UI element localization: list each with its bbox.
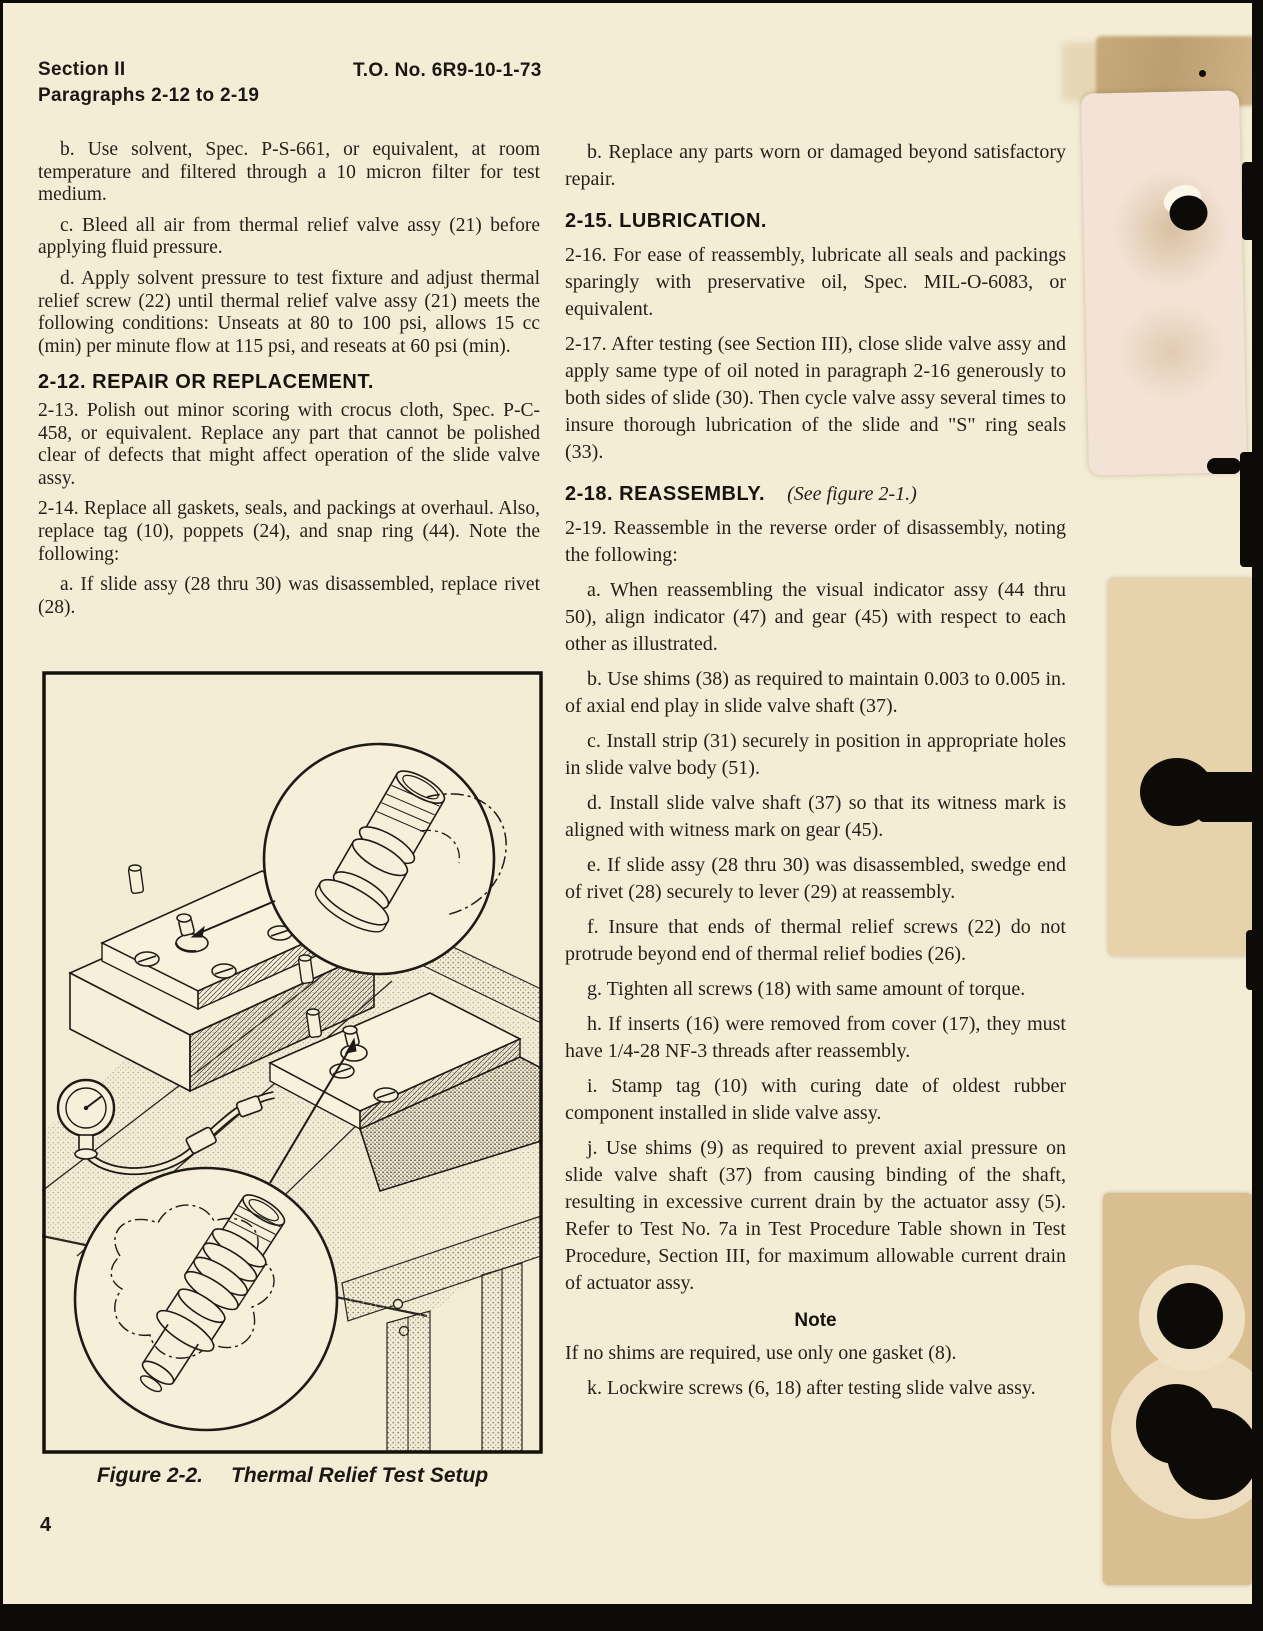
paragraph-left-c: c. Bleed all air from thermal relief valve assy (21) before applying fluid pressure.: [38, 214, 540, 259]
inset-detail-bottom: [75, 1168, 337, 1430]
paragraph-right-d: d. Install slide valve shaft (37) so that its witness mark is aligned with witness mark on gear (45).: [565, 792, 1066, 841]
heading-2-12: 2-12. REPAIR OR REPLACEMENT.: [38, 371, 374, 394]
figure-2-2: [42, 671, 543, 1454]
inset-detail-top: [264, 744, 506, 974]
paragraph-right-g: g. Tighten all screws (18) with same amount of torque.: [587, 978, 1026, 1000]
paragraph-right-c: c. Install strip (31) securely in position in appropriate holes in slide valve body (51).: [565, 730, 1066, 779]
ink-speck: [1199, 70, 1206, 77]
left-column: [38, 139, 540, 627]
scan-edge-bottom: [0, 1604, 1263, 1631]
punch-hole: [1157, 1283, 1223, 1349]
header-paragraph-range: Paragraphs 2-12 to 2-19: [38, 85, 260, 106]
tape-strip-middle: [1108, 578, 1255, 956]
heading-2-18: [565, 481, 1066, 508]
paragraph-2-14: 2-14. Replace all gaskets, seals, and packings at overhaul. Also, replace tag (10), poppets (24), and snap ring (44). Note the following:: [38, 498, 540, 565]
paragraph-left-d: d. Apply solvent pressure to test fixture and adjust thermal relief screw (22) until thermal relief valve assy (21) meets the following conditions: Unseats at 80 to 100 psi, allows 15 cc (min) per minute flow at 115 psi, and reseats at 60 psi (min).: [38, 267, 540, 357]
paragraph-right-h: h. If inserts (16) were removed from cover (17), they must have 1/4-28 NF-3 threads after reassembly.: [565, 1013, 1066, 1062]
paragraph-right-k: k. Lockwire screws (6, 18) after testing slide valve assy.: [587, 1377, 1036, 1399]
paragraph-right-f: f. Insure that ends of thermal relief screws (22) do not protrude beyond end of thermal relief bodies (26).: [565, 916, 1066, 965]
header-to-number: T.O. No. 6R9-10-1-73: [353, 60, 542, 81]
scan-edge-dash: [1207, 458, 1241, 474]
heading-2-15: 2-15. LUBRICATION.: [565, 210, 767, 232]
scan-edge-left: [0, 0, 3, 1631]
heading-2-18-label: 2-18. REASSEMBLY.: [565, 483, 766, 505]
figure-caption: [42, 1464, 543, 1488]
scan-edge-notch: [1240, 452, 1256, 567]
paragraph-right-b: b. Replace any parts worn or damaged beyond satisfactory repair.: [565, 141, 1066, 190]
page-number: 4: [40, 1514, 52, 1536]
figure-caption-title: Thermal Relief Test Setup: [231, 1464, 489, 1487]
scan-edge-notch: [1242, 162, 1256, 240]
note-text: If no shims are required, use only one gasket (8).: [565, 1342, 957, 1364]
paragraph-right-b2: b. Use shims (38) as required to maintain 0.003 to 0.005 in. of axial end play in slide valve shaft (37).: [565, 668, 1066, 717]
note-heading: Note: [794, 1310, 837, 1331]
paragraph-2-19: 2-19. Reassemble in the reverse order of disassembly, noting the following:: [565, 517, 1066, 566]
tape-smudge: [1111, 169, 1231, 291]
paragraph-2-16: 2-16. For ease of reassembly, lubricate all seals and packings sparingly with preservative oil, Spec. MIL-O-6083, or equivalent.: [565, 244, 1066, 320]
paragraph-2-17: 2-17. After testing (see Section III), close slide valve assy and apply same type of oil noted in paragraph 2-16 generously to both sides of slide (30). Then cycle valve assy several times to insure thorough lubrication of the slide and "S" ring seals (33).: [565, 333, 1066, 463]
right-column: [565, 139, 1066, 1410]
scan-edge-right: [1252, 0, 1263, 1631]
figure-caption-label: Figure 2-2.: [96, 1464, 204, 1487]
tape-strip-upper: [1081, 90, 1247, 475]
paragraph-right-e: e. If slide assy (28 thru 30) was disassembled, swedge end of rivet (28) securely to lever (29) at reassembly.: [565, 854, 1066, 903]
scan-edge-top: [0, 0, 1263, 3]
scan-edge-notch: [1246, 930, 1256, 990]
header-left: [38, 57, 368, 109]
paragraph-left-a: a. If slide assy (28 thru 30) was disassembled, replace rivet (28).: [38, 574, 540, 618]
paragraph-right-j: j. Use shims (9) as required to prevent axial pressure on slide valve shaft (37) from causing binding of the shaft, resulting in excessive current drain by the actuator assy (5). Refer to Test No. 7a in Test Procedure Table shown in Test Procedure, Section III, for maximum allowable current drain of actuator assy.: [565, 1137, 1066, 1294]
heading-2-18-figure-ref: (See figure 2-1.): [787, 483, 917, 505]
header-section: Section II: [38, 59, 126, 80]
tape-smudge: [1115, 301, 1227, 403]
paragraph-left-b: b. Use solvent, Spec. P-S-661, or equivalent, at room temperature and filtered through a 10 micron filter for test medium.: [38, 139, 540, 206]
figure-2-2-illustration: [42, 671, 543, 1454]
paragraph-2-13: 2-13. Polish out minor scoring with crocus cloth, Spec. P-C-458, or equivalent. Replace any part that cannot be polished clear of defects that might affect operation of the slide valve assy.: [38, 399, 540, 489]
tape-strip-bottom: [1103, 1193, 1253, 1585]
paragraph-right-a: a. When reassembling the visual indicator assy (44 thru 50), align indicator (47) and gear (45) with respect to each other as illustrated.: [565, 579, 1066, 655]
paragraph-right-i: i. Stamp tag (10) with curing date of oldest rubber component installed in slide valve assy.: [565, 1075, 1066, 1124]
ink-blot: [1167, 1408, 1259, 1500]
